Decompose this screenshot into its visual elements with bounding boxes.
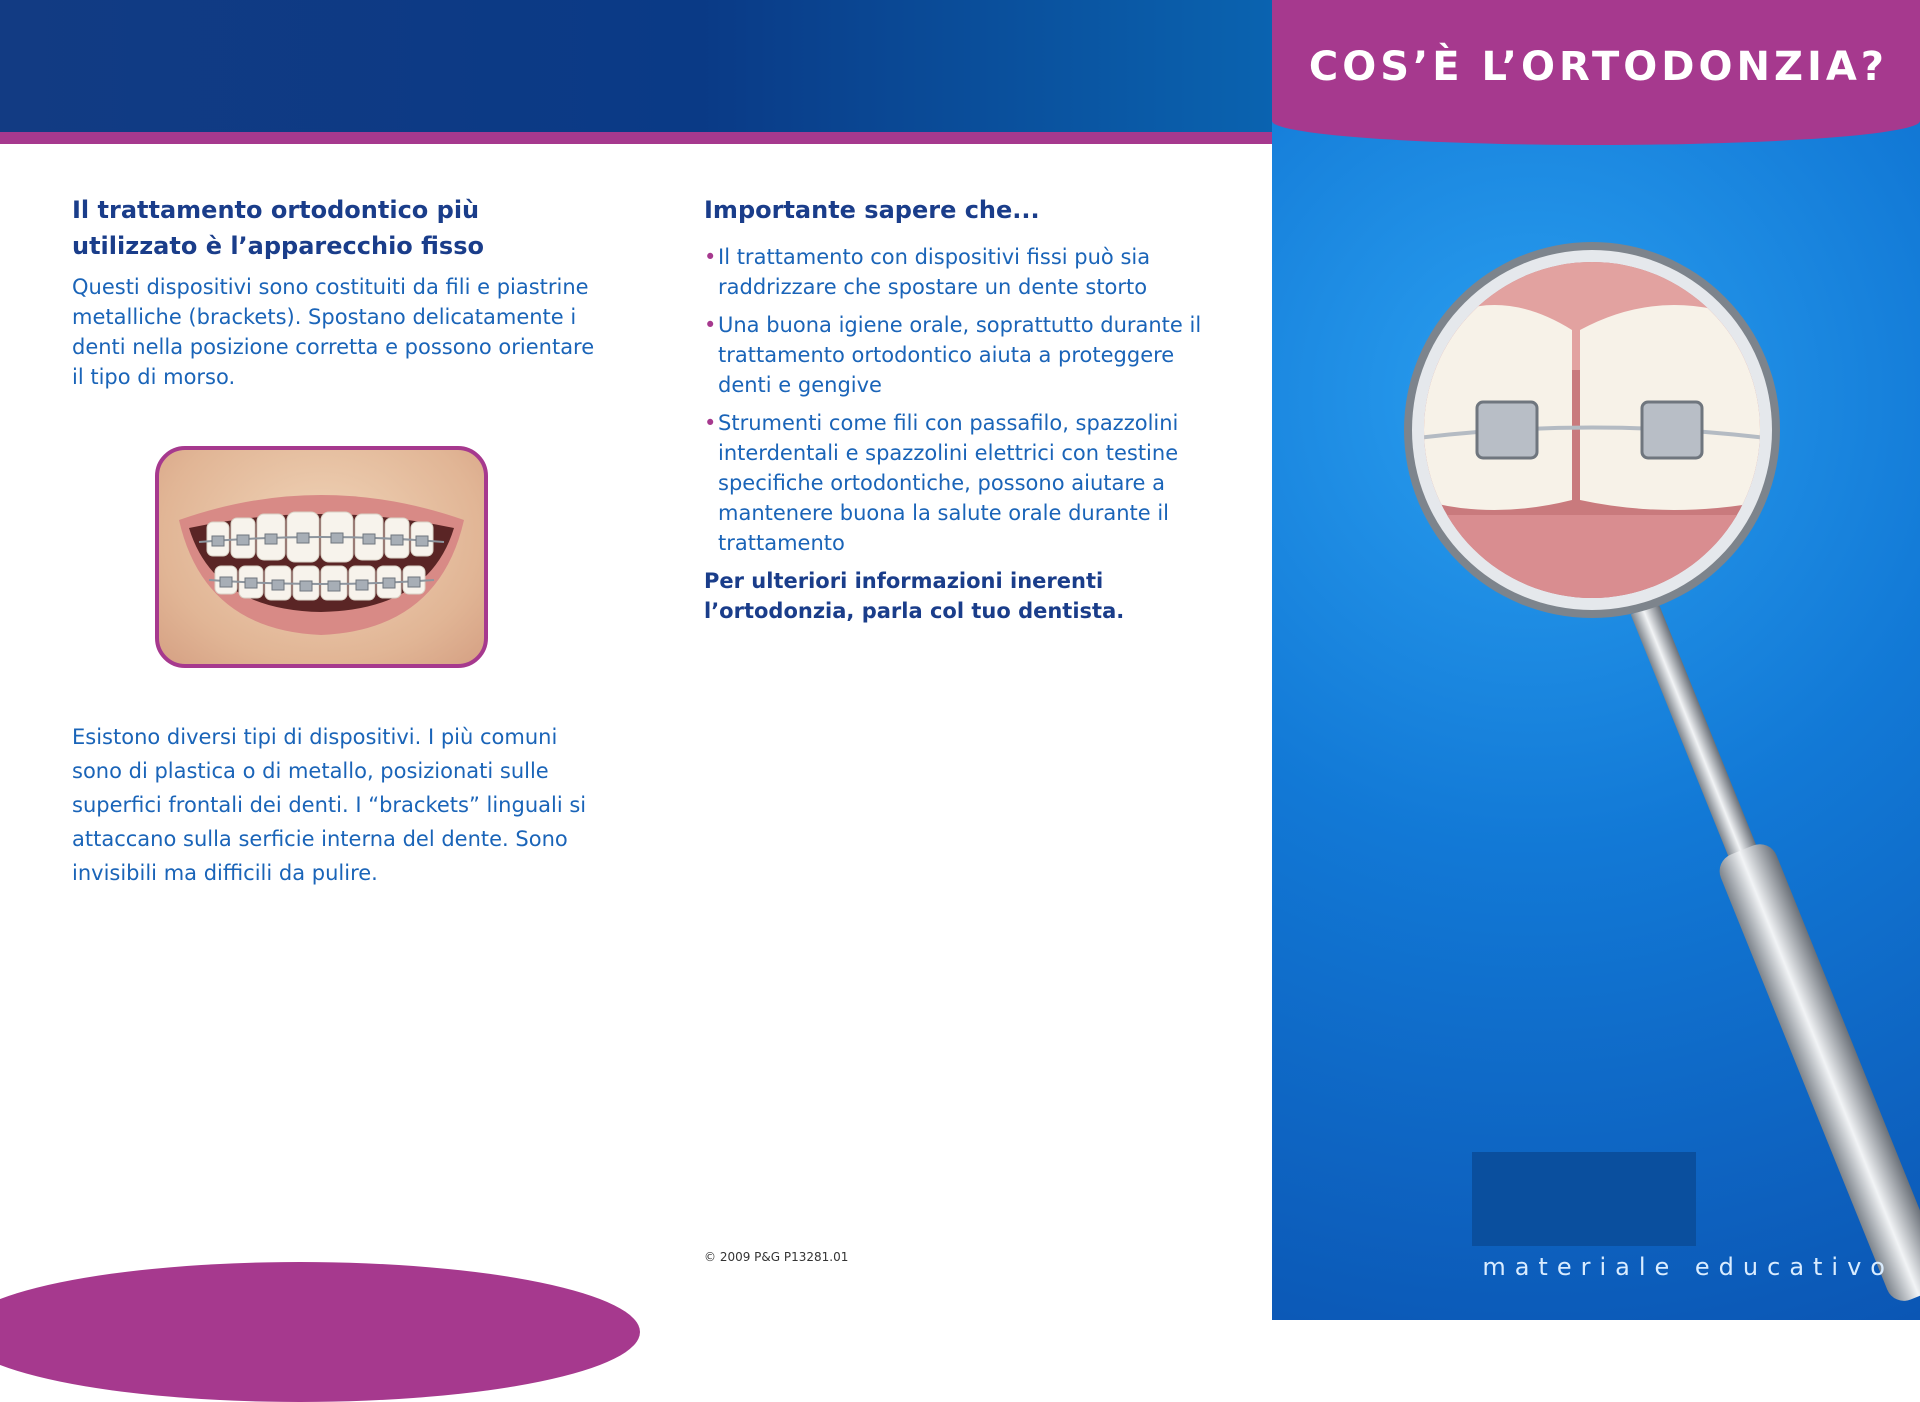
smile-illustration (159, 450, 484, 664)
left-column (72, 192, 612, 392)
list-item: • Il trattamento con dispositivi fissi può sia raddrizzare che spostare un dente storto (704, 242, 1224, 302)
logo-placeholder-box (1472, 1152, 1696, 1246)
left-paragraph-1: Questi dispositivi sono costituiti da fili e piastrine metalliche (brackets). Spostano delicatamente i denti nella posizione corretta e possono orientare il tipo di morso. (72, 275, 595, 389)
bullet-icon: • (704, 313, 717, 337)
closing-note: Per ulteriori informazioni inerenti l’ortodonzia, parla col tuo dentista. (704, 569, 1125, 623)
left-column-lower (72, 720, 592, 890)
top-accent-stripe (0, 132, 1272, 144)
bullet-icon: • (704, 411, 717, 435)
bullet-icon: • (704, 245, 717, 269)
bottom-accent-arc (0, 1262, 640, 1402)
copyright-text: © 2009 P&G P13281.01 (704, 1250, 849, 1264)
tips-list (704, 242, 1224, 558)
left-heading: Il trattamento ortodontico più utilizzato è l’apparecchio fisso (72, 196, 484, 260)
left-paragraph-2: Esistono diversi tipi di dispositivi. I più comuni sono di plastica o di metallo, posizionati sulle superfici frontali dei denti. I “brackets” linguali si attaccano sulla serficie interna del dente. Sono invisibili ma difficili da pulire. (72, 725, 587, 885)
top-banner (0, 0, 1272, 132)
panel-footer: materiale educativo (1482, 1253, 1894, 1281)
dental-mirror-illustration (1272, 0, 1920, 1320)
middle-heading: Importante sapere che... (704, 196, 1040, 224)
cover-panel (1272, 0, 1920, 1320)
panel-title: COS’È L’ORTODONZIA? (1308, 44, 1888, 90)
middle-column (704, 192, 1224, 626)
list-item: • Una buona igiene orale, soprattutto durante il trattamento ortodontico aiuta a proteggere denti e gengive (704, 310, 1224, 400)
braces-smile-image (155, 446, 488, 668)
list-item: • Strumenti come fili con passafilo, spazzolini interdentali e spazzolini elettrici con testine specifiche ortodontiche, possono aiutare a mantenere buona la salute orale durante il trattamento (704, 408, 1224, 558)
